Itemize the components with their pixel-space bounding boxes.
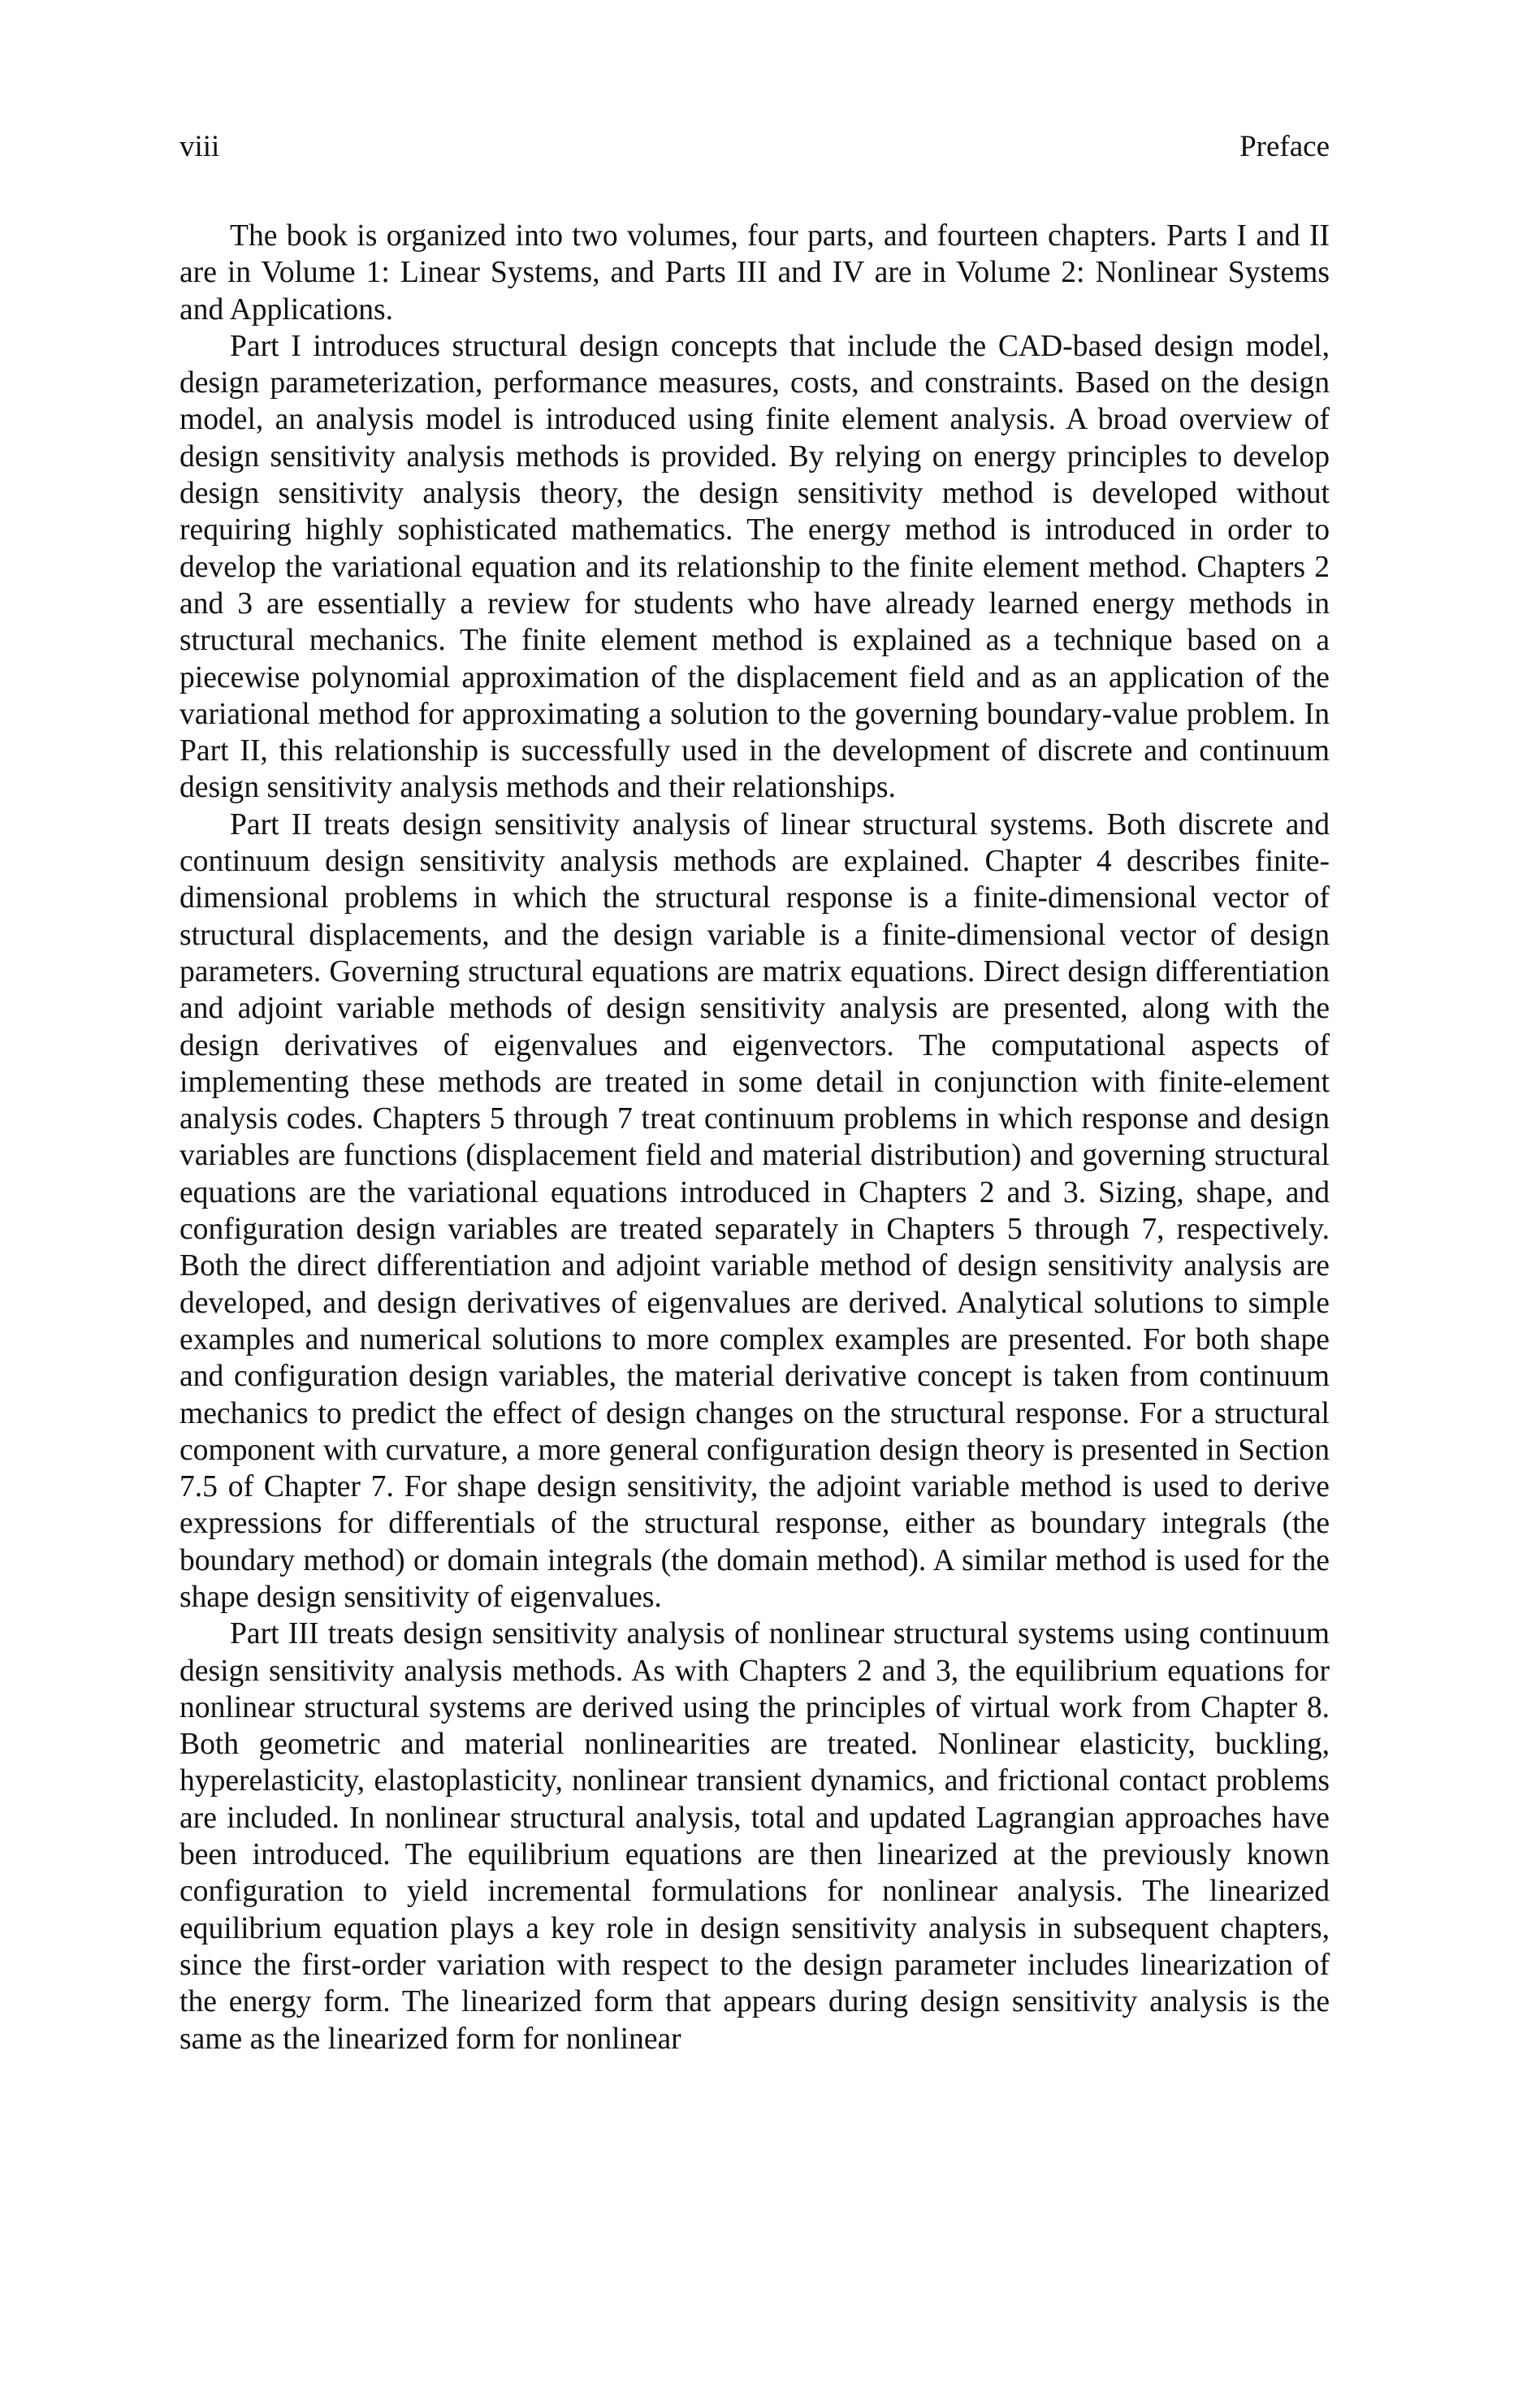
paragraph-part-1: Part I introduces structural design concepts that include the CAD-based design model, design parameterization, performance measures, costs, and constraints. Based on the design model, an analysis model is introduced using finite element analysis. A broad overview of design sensitivity analysis methods is provided. By relying on energy principles to develop design sensitivity analysis theory, the design sensitivity method is developed without requiring highly sophisticated mathematics. The energy method is introduced in order to develop the variational equation and its relationship to the finite element method. Chapters 2 and 3 are essentially a review for students who have already learned energy methods in structural mechanics. The finite element method is explained as a technique based on a piecewise polynomial approximation of the displacement field and as an application of the variational method for approximating a solution to the governing boundary-value problem. In Part II, this relationship is successfully used in the development of discrete and continuum design sensitivity analysis methods and their relationships. xyxy=(180,329,1330,805)
page-number: viii xyxy=(180,130,220,163)
body-text xyxy=(180,218,1330,2057)
running-head xyxy=(180,127,1330,167)
paragraph-part-3: Part III treats design sensitivity analysis of nonlinear structural systems using continuum design sensitivity analysis methods. As with Chapters 2 and 3, the equilibrium equations for nonlinear structural systems are derived using the principles of virtual work from Chapter 8. Both geometric and material nonlinearities are treated. Nonlinear elasticity, buckling, hyperelasticity, elastoplasticity, nonlinear transient dynamics, and frictional contact problems are included. In nonlinear structural analysis, total and updated Lagrangian approaches have been introduced. The equilibrium equations are then linearized at the previously known configuration to yield incremental formulations for nonlinear analysis. The linearized equilibrium equation plays a key role in design sensitivity analysis in subsequent chapters, since the first-order variation with respect to the design parameter includes linearization of the energy form. The linearized form that appears during design sensitivity analysis is the same as the linearized form for nonlinear xyxy=(180,1617,1330,2056)
paragraph-part-2: Part II treats design sensitivity analysis of linear structural systems. Both discrete and continuum design sensitivity analysis methods are explained. Chapter 4 describes finite-dimensional problems in which the structural response is a finite-dimensional vector of structural displacements, and the design variable is a finite-dimensional vector of design parameters. Governing structural equations are matrix equations. Direct design differentiation and adjoint variable methods of design sensitivity analysis are presented, along with the design derivatives of eigenvalues and eigenvectors. The computational aspects of implementing these methods are treated in some detail in conjunction with finite-element analysis codes. Chapters 5 through 7 treat continuum problems in which response and design variables are functions (displacement field and material distribution) and governing structural equations are the variational equations introduced in Chapters 2 and 3. Sizing, shape, and configuration design variables are treated separately in Chapters 5 through 7, respectively. Both the direct differentiation and adjoint variable method of design sensitivity analysis are developed, and design derivatives of eigenvalues are derived. Analytical solutions to simple examples and numerical solutions to more complex examples are presented. For both shape and configuration design variables, the material derivative concept is taken from continuum mechanics to predict the effect of design changes on the structural response. For a structural component with curvature, a more general configuration design theory is presented in Section 7.5 of Chapter 7. For shape design sensitivity, the adjoint variable method is used to derive expressions for differentials of the structural response, either as boundary integrals (the boundary method) or domain integrals (the domain method). A similar method is used for the shape design sensitivity of eigenvalues. xyxy=(180,807,1330,1614)
paragraph-organization: The book is organized into two volumes, four parts, and fourteen chapters. Parts I and II are in Volume 1: Linear Systems, and Parts III and IV are in Volume 2: Nonlinear Systems and Applications. xyxy=(180,219,1330,327)
section-title: Preface xyxy=(1239,130,1330,163)
